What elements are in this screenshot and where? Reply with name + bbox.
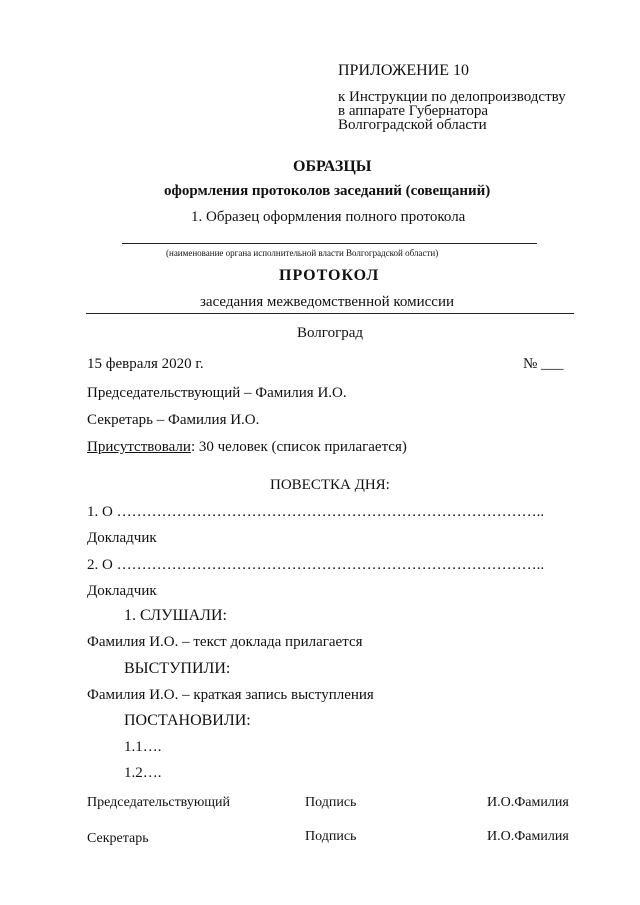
secretary-line: Секретарь – Фамилия И.О. [87,412,260,428]
organ-name-line [122,243,537,244]
decision-point-2: 1.2…. [124,765,162,781]
agenda-speaker-1: Докладчик [87,530,157,546]
chair-signature-field: Подпись [305,795,357,810]
organ-name-caption: (наименование органа исполнительной власти Волгоградской области) [166,248,439,258]
instruction-reference [338,90,566,132]
chair-line: Председательствующий – Фамилия И.О. [87,385,347,401]
listened-text: Фамилия И.О. – текст доклада прилагается [87,634,363,650]
spoke-text: Фамилия И.О. – краткая запись выступления [87,687,374,703]
heading-divider [86,313,574,314]
listened-heading: 1. СЛУШАЛИ: [124,607,227,624]
document-title: ОБРАЗЦЫ [293,158,372,175]
attendance-text: : 30 человек (список прилагается) [190,439,407,455]
attendance-label: Присутствовали [87,439,191,455]
protocol-number: № ___ [523,356,564,372]
appendix-label: ПРИЛОЖЕНИЕ 10 [338,62,470,79]
city-name: Волгоград [297,325,364,341]
secretary-signature-field: Подпись [305,829,357,844]
decision-point-1: 1.1…. [124,739,162,755]
secretary-signature-role: Секретарь [87,831,149,846]
secretary-signature-name: И.О.Фамилия [487,829,569,844]
decided-heading: ПОСТАНОВИЛИ: [124,712,251,729]
protocol-date: 15 февраля 2020 г. [87,356,204,372]
chair-signature-role: Председательствующий [87,795,231,810]
instruction-line-2: в аппарате Губернатора [338,103,489,119]
agenda-item-2: 2. О ………………………………………………………………………….. [87,557,545,573]
agenda-item-1: 1. О ………………………………………………………………………….. [87,504,545,520]
instruction-line-3: Волгоградской области [338,117,487,133]
agenda-speaker-2: Докладчик [87,583,157,599]
sample-caption: 1. Образец оформления полного протокола [191,209,466,225]
protocol-subheading: заседания межведомственной комиссии [200,294,455,310]
chair-signature-name: И.О.Фамилия [487,795,569,810]
instruction-line-1: к Инструкции по делопроизводству [338,89,566,105]
attendance-line [87,439,407,456]
agenda-heading: ПОВЕСТКА ДНЯ: [270,477,390,493]
document-subtitle: оформления протоколов заседаний (совещаний) [164,183,491,199]
protocol-heading: ПРОТОКОЛ [279,267,380,284]
spoke-heading: ВЫСТУПИЛИ: [124,660,231,677]
